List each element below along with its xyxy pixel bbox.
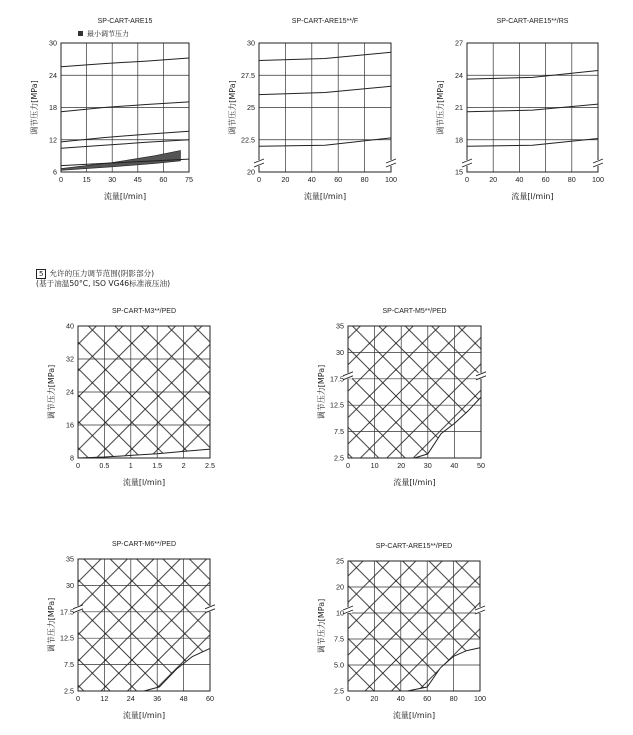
y-tick-label: 22.5 bbox=[241, 135, 255, 145]
y-tick-label: 25 bbox=[247, 103, 255, 112]
chart-1 bbox=[29, 18, 193, 201]
y-tick-label: 7.5 bbox=[334, 427, 344, 437]
x-tick-label: 75 bbox=[185, 175, 193, 184]
y-tick-label: 30 bbox=[66, 580, 74, 590]
y-axis-label: 调节压力[MPa] bbox=[47, 364, 56, 420]
y-tick-label: 2.5 bbox=[334, 686, 344, 696]
x-tick-label: 36 bbox=[153, 694, 162, 703]
x-tick-label: 0 bbox=[346, 461, 350, 470]
x-tick-label: 80 bbox=[567, 175, 576, 184]
y-tick-label: 20 bbox=[336, 582, 344, 592]
x-axis-label: 流量[l/min] bbox=[511, 192, 554, 201]
series-line-1 bbox=[61, 58, 189, 67]
x-tick-label: 0 bbox=[59, 175, 63, 184]
x-tick-label: 2.5 bbox=[205, 461, 215, 470]
chart-title: SP-CART-M3**/PED bbox=[111, 308, 177, 315]
x-tick-label: 1.5 bbox=[152, 461, 163, 470]
x-axis-label: 流量[l/min] bbox=[392, 711, 436, 720]
x-axis-label: 流量[l/min] bbox=[122, 711, 166, 720]
y-tick-label: 24 bbox=[49, 70, 57, 80]
x-tick-label: 0.5 bbox=[99, 461, 110, 470]
y-tick-label: 35 bbox=[336, 321, 344, 331]
x-tick-label: 48 bbox=[179, 694, 188, 703]
y-tick-label: 24 bbox=[66, 387, 74, 397]
series-line-3 bbox=[61, 131, 189, 142]
x-tick-label: 10 bbox=[370, 461, 379, 470]
y-axis-label: 调节压力[MPa] bbox=[47, 597, 56, 653]
y-tick-label: 30 bbox=[336, 347, 344, 357]
chart-4 bbox=[46, 308, 215, 487]
chart-title: SP-CART-ARE15**/F bbox=[291, 18, 359, 25]
y-axis-label: 调节压力[MPa] bbox=[317, 364, 326, 420]
x-tick-label: 15 bbox=[82, 175, 91, 184]
series-line-4 bbox=[61, 140, 189, 149]
chart-2 bbox=[227, 18, 397, 201]
hatched-region bbox=[78, 559, 210, 691]
x-tick-label: 0 bbox=[257, 175, 261, 184]
y-tick-label: 18 bbox=[49, 103, 57, 112]
y-axis-label: 调节压力[MPa] bbox=[317, 598, 326, 654]
y-tick-label: 7.5 bbox=[334, 634, 344, 644]
x-tick-label: 60 bbox=[206, 694, 214, 703]
x-tick-label: 20 bbox=[397, 461, 406, 470]
x-tick-label: 30 bbox=[108, 175, 117, 184]
chart-3 bbox=[435, 18, 604, 201]
y-tick-label: 30 bbox=[247, 38, 255, 48]
y-tick-label: 6 bbox=[53, 167, 57, 177]
x-tick-label: 20 bbox=[281, 175, 290, 184]
series-line-2 bbox=[467, 104, 598, 112]
x-tick-label: 0 bbox=[76, 461, 80, 470]
y-tick-label: 25 bbox=[336, 556, 344, 566]
y-tick-label: 12.5 bbox=[60, 633, 74, 643]
y-tick-label: 27.5 bbox=[241, 70, 255, 80]
series-line-2 bbox=[259, 86, 391, 94]
series-line-1 bbox=[259, 52, 391, 60]
y-tick-label: 27 bbox=[455, 38, 463, 48]
hatched-region bbox=[348, 561, 480, 691]
x-tick-label: 12 bbox=[100, 694, 109, 703]
section-note bbox=[36, 269, 170, 289]
y-tick-label: 2.5 bbox=[64, 686, 74, 696]
chart-title: SP-CART-M5**/PED bbox=[382, 308, 447, 315]
x-tick-label: 60 bbox=[541, 175, 550, 184]
x-tick-label: 24 bbox=[126, 694, 135, 703]
x-tick-label: 20 bbox=[489, 175, 498, 184]
x-tick-label: 20 bbox=[370, 694, 379, 703]
x-tick-label: 80 bbox=[360, 175, 369, 184]
chart-7 bbox=[316, 543, 486, 720]
y-tick-label: 17.5 bbox=[60, 607, 74, 617]
hatched-region bbox=[348, 326, 481, 458]
chart-6 bbox=[46, 541, 215, 720]
grid bbox=[259, 43, 391, 172]
y-tick-label: 8 bbox=[70, 453, 74, 463]
x-tick-label: 40 bbox=[450, 461, 459, 470]
x-tick-label: 45 bbox=[133, 175, 142, 184]
section-number: 5 bbox=[36, 269, 46, 279]
x-tick-label: 50 bbox=[477, 461, 485, 470]
grid bbox=[467, 43, 598, 172]
y-tick-label: 5.0 bbox=[334, 660, 344, 670]
x-axis-label: 流量[l/min] bbox=[303, 192, 347, 201]
series-line-1 bbox=[467, 71, 598, 80]
y-tick-label: 21 bbox=[455, 103, 463, 112]
y-tick-label: 16 bbox=[66, 420, 74, 430]
x-tick-label: 80 bbox=[449, 694, 458, 703]
series-line-2 bbox=[61, 102, 189, 112]
x-tick-label: 40 bbox=[515, 175, 524, 184]
legend-swatch bbox=[78, 31, 83, 36]
x-tick-label: 2 bbox=[181, 461, 186, 470]
x-tick-label: 0 bbox=[346, 694, 350, 703]
x-axis-label: 流量[l/min] bbox=[393, 478, 436, 487]
x-tick-label: 0 bbox=[465, 175, 469, 184]
y-tick-label: 24 bbox=[455, 70, 463, 80]
y-tick-label: 10 bbox=[336, 608, 344, 618]
x-tick-label: 40 bbox=[307, 175, 316, 184]
x-axis-label: 流量[l/min] bbox=[103, 192, 147, 201]
x-tick-label: 60 bbox=[334, 175, 343, 184]
chart-title: SP-CART-ARE15 bbox=[97, 18, 153, 25]
y-tick-label: 2.5 bbox=[334, 453, 344, 463]
y-axis-label: 调节压力[MPa] bbox=[30, 80, 39, 135]
x-tick-label: 0 bbox=[76, 694, 80, 703]
series-line-3 bbox=[259, 138, 391, 146]
chart-title: SP-CART-ARE15**/RS bbox=[496, 18, 569, 25]
chart-5 bbox=[316, 308, 486, 487]
x-axis-label: 流量[l/min] bbox=[122, 478, 166, 487]
y-tick-label: 17.5 bbox=[330, 374, 344, 384]
x-tick-label: 1 bbox=[128, 461, 133, 470]
y-tick-label: 12 bbox=[49, 135, 57, 145]
y-tick-label: 20 bbox=[247, 167, 255, 177]
y-tick-label: 32 bbox=[66, 354, 74, 364]
y-tick-label: 40 bbox=[66, 321, 74, 331]
section-note-subtitle: (基于油温50°C, ISO VG46标准液压油) bbox=[36, 279, 171, 288]
y-tick-label: 15 bbox=[455, 167, 463, 177]
y-tick-label: 35 bbox=[66, 554, 74, 564]
x-tick-label: 40 bbox=[396, 694, 405, 703]
x-tick-label: 60 bbox=[159, 175, 168, 184]
y-axis-label: 调节压力[MPa] bbox=[228, 80, 237, 135]
section-note-title: 允许的压力调节范围(阴影部分) bbox=[49, 269, 155, 278]
x-tick-label: 60 bbox=[423, 694, 432, 703]
x-tick-label: 30 bbox=[423, 461, 432, 470]
x-tick-label: 100 bbox=[474, 694, 486, 703]
y-tick-label: 30 bbox=[49, 38, 57, 48]
chart-title: SP-CART-ARE15**/PED bbox=[375, 543, 453, 550]
chart-title: SP-CART-M6**/PED bbox=[111, 541, 177, 548]
y-tick-label: 7.5 bbox=[64, 660, 74, 670]
x-tick-label: 100 bbox=[592, 175, 604, 184]
y-tick-label: 18 bbox=[455, 135, 463, 145]
x-tick-label: 100 bbox=[385, 175, 397, 184]
y-axis-label: 调节压力[MPa] bbox=[436, 80, 445, 135]
legend-label: 最小调节压力 bbox=[87, 30, 129, 38]
y-tick-label: 12.5 bbox=[330, 400, 344, 410]
